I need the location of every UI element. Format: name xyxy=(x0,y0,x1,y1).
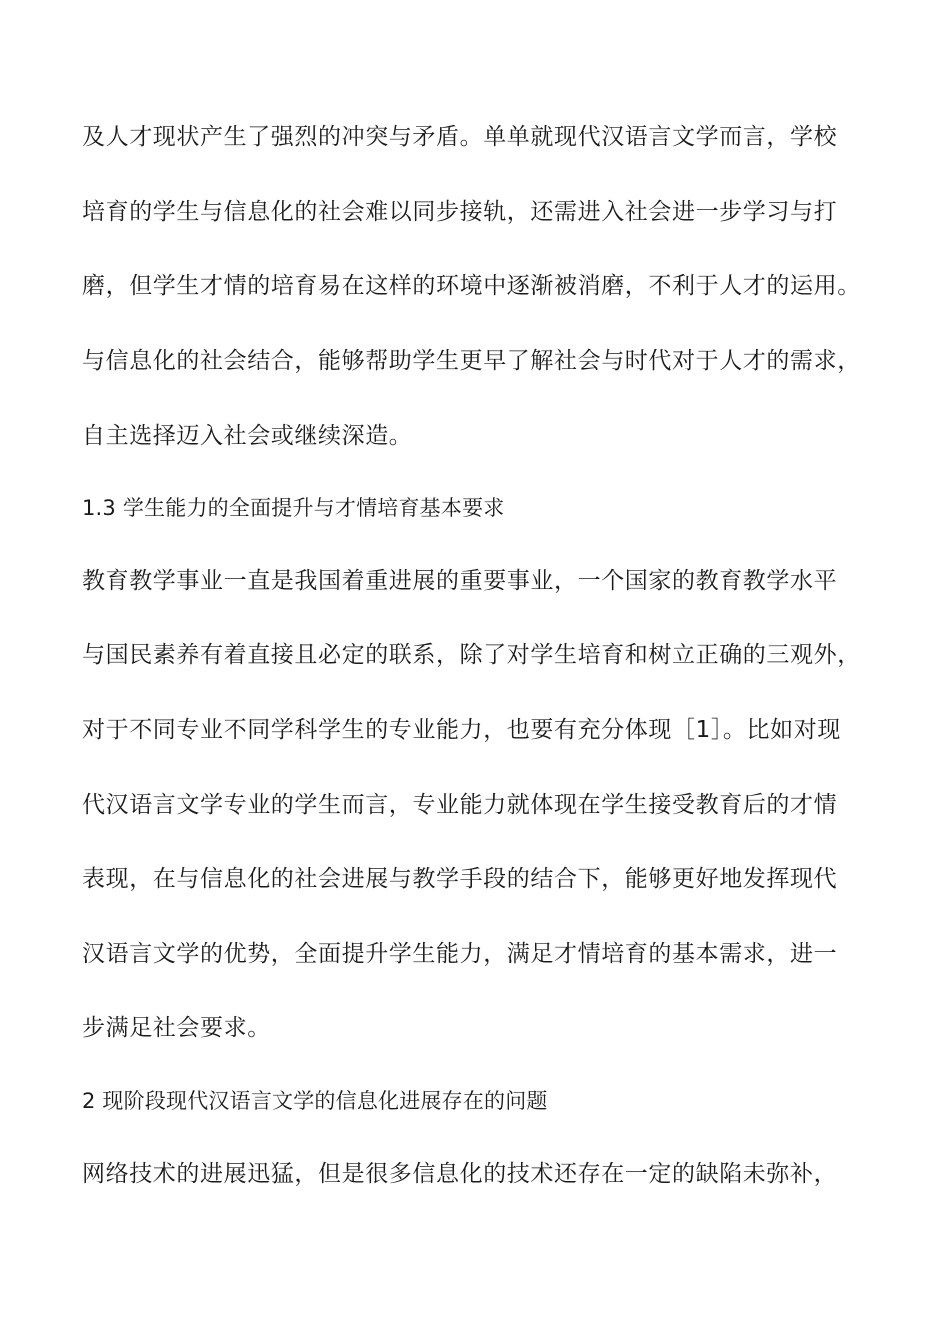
paragraph-line: 汉语言文学的优势，全面提升学生能力，满足才情培育的基本需求，进一 xyxy=(82,941,838,967)
paragraph-line: 教育教学事业一直是我国着重进展的重要事业，一个国家的教育教学水平 xyxy=(82,568,838,594)
paragraph-line: 及人才现状产生了强烈的冲突与矛盾。单单就现代汉语言文学而言，学校 xyxy=(82,124,838,150)
paragraph-line: 磨，但学生才情的培育易在这样的环境中逐渐被消磨，不利于人才的运用。 xyxy=(82,273,861,299)
section-heading: 1.3 学生能力的全面提升与才情培育基本要求 xyxy=(82,496,505,520)
paragraph-line: 代汉语言文学专业的学生而言，专业能力就体现在学生接受教育后的才情 xyxy=(82,792,838,818)
paragraph-line: 与信息化的社会结合，能够帮助学生更早了解社会与时代对于人才的需求， xyxy=(82,348,861,374)
section-heading: 2 现阶段现代汉语言文学的信息化进展存在的问题 xyxy=(82,1089,548,1113)
paragraph-line: 网络技术的进展迅猛，但是很多信息化的技术还存在一定的缺陷未弥补， xyxy=(82,1161,838,1187)
paragraph-line: 自主选择迈入社会或继续深造。 xyxy=(82,423,413,449)
paragraph-line: 与国民素养有着直接且必定的联系，除了对学生培育和树立正确的三观外， xyxy=(82,642,861,668)
paragraph-line: 培育的学生与信息化的社会难以同步接轨，还需进入社会进一步学习与打 xyxy=(82,199,838,225)
paragraph-line: 表现，在与信息化的社会进展与教学手段的结合下，能够更好地发挥现代 xyxy=(82,866,838,892)
paragraph-line: 对于不同专业不同学科学生的专业能力，也要有充分体现［1］。比如对现 xyxy=(82,717,841,743)
paragraph-line: 步满足社会要求。 xyxy=(82,1015,271,1041)
